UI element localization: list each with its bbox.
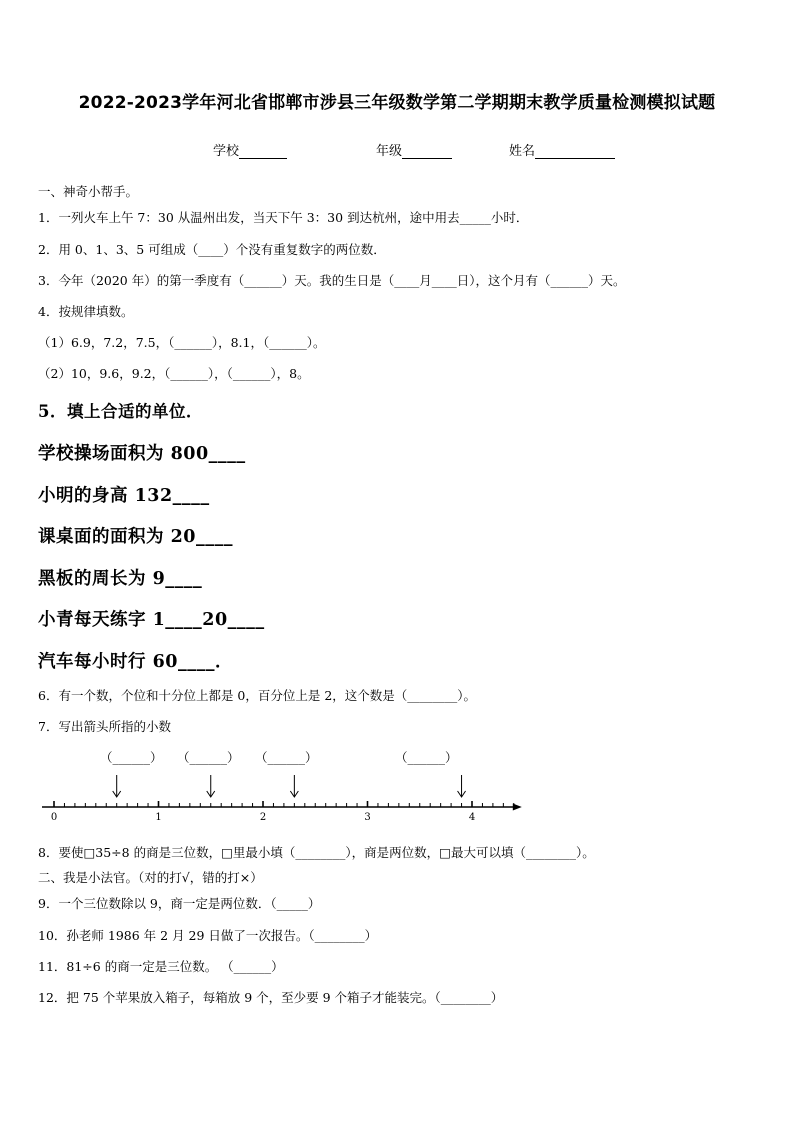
name-label: 姓名 — [509, 144, 536, 159]
school-blank[interactable] — [239, 144, 287, 159]
question-5-item: 汽车每小时行 60____． — [38, 652, 233, 672]
question-5-item: 小青每天练字 1____20____ — [38, 610, 265, 630]
question-9: 9．一个三位数除以 9，商一定是两位数．（_____） — [38, 896, 321, 911]
grade-label: 年级 — [376, 144, 403, 159]
name-blank[interactable] — [535, 144, 615, 159]
answer-bracket[interactable]: （______） — [177, 750, 240, 765]
question-5: 5．填上合适的单位． — [38, 402, 203, 421]
question-2: 2．用 0、1、3、5 可组成（____）个没有重复数字的两位数． — [38, 242, 386, 257]
tick-label: 1 — [155, 812, 162, 823]
tick-label: 4 — [468, 812, 476, 823]
question-5-item: 黑板的周长为 9____ — [38, 569, 203, 589]
question-10: 10．孙老师 1986 年 2 月 29 日做了一次报告。（________） — [38, 928, 378, 943]
grade-field — [376, 140, 452, 159]
school-field — [213, 140, 287, 159]
answer-bracket[interactable]: （______） — [255, 750, 318, 765]
question-5-item: 小明的身高 132____ — [38, 486, 210, 506]
answer-bracket[interactable]: （______） — [100, 750, 163, 765]
question-1: 1．一列火车上午 7：30 从温州出发，当天下午 3：30 到达杭州，途中用去_____小时． — [38, 210, 529, 225]
question-12: 12．把 75 个苹果放入箱子，每箱放 9 个，至少要 9 个箱子才能装完。（________） — [38, 990, 504, 1005]
question-3: 3．今年（2020 年）的第一季度有（______）天。我的生日是（____月____日），这个月有（______）天。 — [38, 273, 626, 288]
question-11: 11．81÷6 的商一定是三位数。 （______） — [38, 959, 284, 974]
question-5-item: 学校操场面积为 800____ — [38, 444, 246, 464]
question-5-item: 课桌面的面积为 20____ — [38, 527, 233, 547]
number-line — [0, 770, 794, 830]
question-4-1: （1）6.9，7.2，7.5，（______），8.1，（______）。 — [38, 335, 326, 350]
answer-bracket[interactable]: （______） — [395, 750, 458, 765]
question-4-2: （2）10，9.6，9.2，（______），（______），8。 — [38, 366, 310, 381]
grade-blank[interactable] — [402, 144, 452, 159]
question-4: 4．按规律填数。 — [38, 304, 134, 319]
question-6: 6．有一个数，个位和十分位上都是 0，百分位上是 2，这个数是（________）。 — [38, 688, 477, 703]
question-8: 8．要使□35÷8 的商是三位数，□里最小填（________），商是两位数，□最大可以填（________）。 — [38, 845, 595, 860]
section-1-heading: 一、神奇小帮手。 — [38, 184, 139, 199]
section-2-heading: 二、我是小法官。（对的打√，错的打×） — [38, 870, 263, 885]
page-title: 2022-2023学年河北省邯郸市涉县三年级数学第二学期期末教学质量检测模拟试题 — [78, 93, 716, 113]
name-field — [509, 140, 615, 159]
tick-label: 0 — [50, 812, 58, 823]
question-7: 7．写出箭头所指的小数 — [38, 719, 171, 734]
tick-label: 2 — [259, 812, 267, 823]
tick-label: 3 — [364, 812, 371, 823]
school-label: 学校 — [213, 144, 240, 159]
